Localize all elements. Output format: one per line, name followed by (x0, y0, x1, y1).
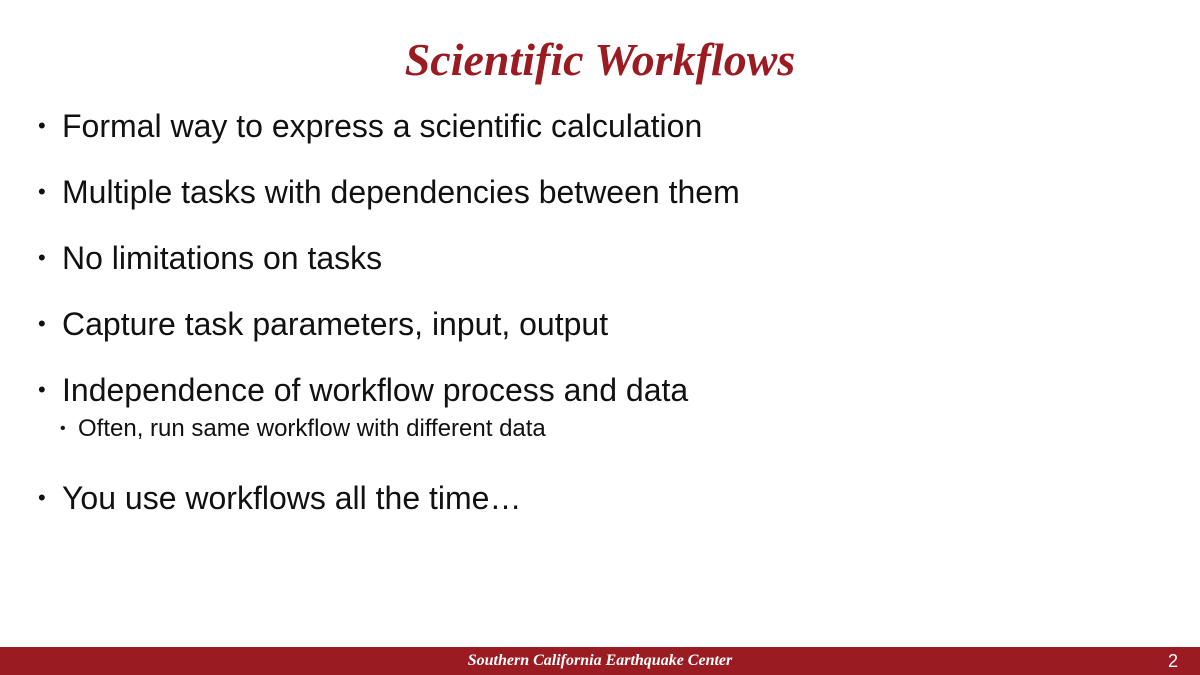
bullet-list (38, 106, 1158, 544)
bullet-text: Capture task parameters, input, output (62, 306, 609, 342)
bullet-icon: • (38, 113, 46, 138)
bullet-item (38, 106, 1158, 146)
bullet-item (38, 478, 1158, 518)
bullet-item (38, 238, 1158, 278)
bullet-icon: • (38, 179, 46, 204)
slide-title: Scientific Workflows (404, 34, 796, 85)
bullet-text: You use workflows all the time… (62, 480, 522, 516)
bullet-icon: • (38, 377, 46, 402)
footer-organization: Southern California Earthquake Center (467, 652, 733, 669)
sub-bullet-text: Often, run same workflow with different data (78, 415, 546, 442)
sub-bullet-icon: • (60, 420, 66, 437)
bullet-icon: • (38, 485, 46, 510)
bullet-item (38, 370, 1158, 410)
page-number: 2 (1167, 651, 1178, 671)
bullet-icon: • (38, 311, 46, 336)
bullet-text: Multiple tasks with dependencies between them (62, 174, 740, 210)
sub-bullet-item (60, 414, 1158, 444)
bullet-item (38, 172, 1158, 212)
bullet-text: Formal way to express a scientific calculation (62, 108, 703, 144)
bullet-icon: • (38, 245, 46, 270)
footer-bar (0, 647, 1200, 675)
bullet-item (38, 304, 1158, 344)
bullet-text: Independence of workflow process and data (62, 372, 689, 408)
bullet-text: No limitations on tasks (62, 240, 383, 276)
